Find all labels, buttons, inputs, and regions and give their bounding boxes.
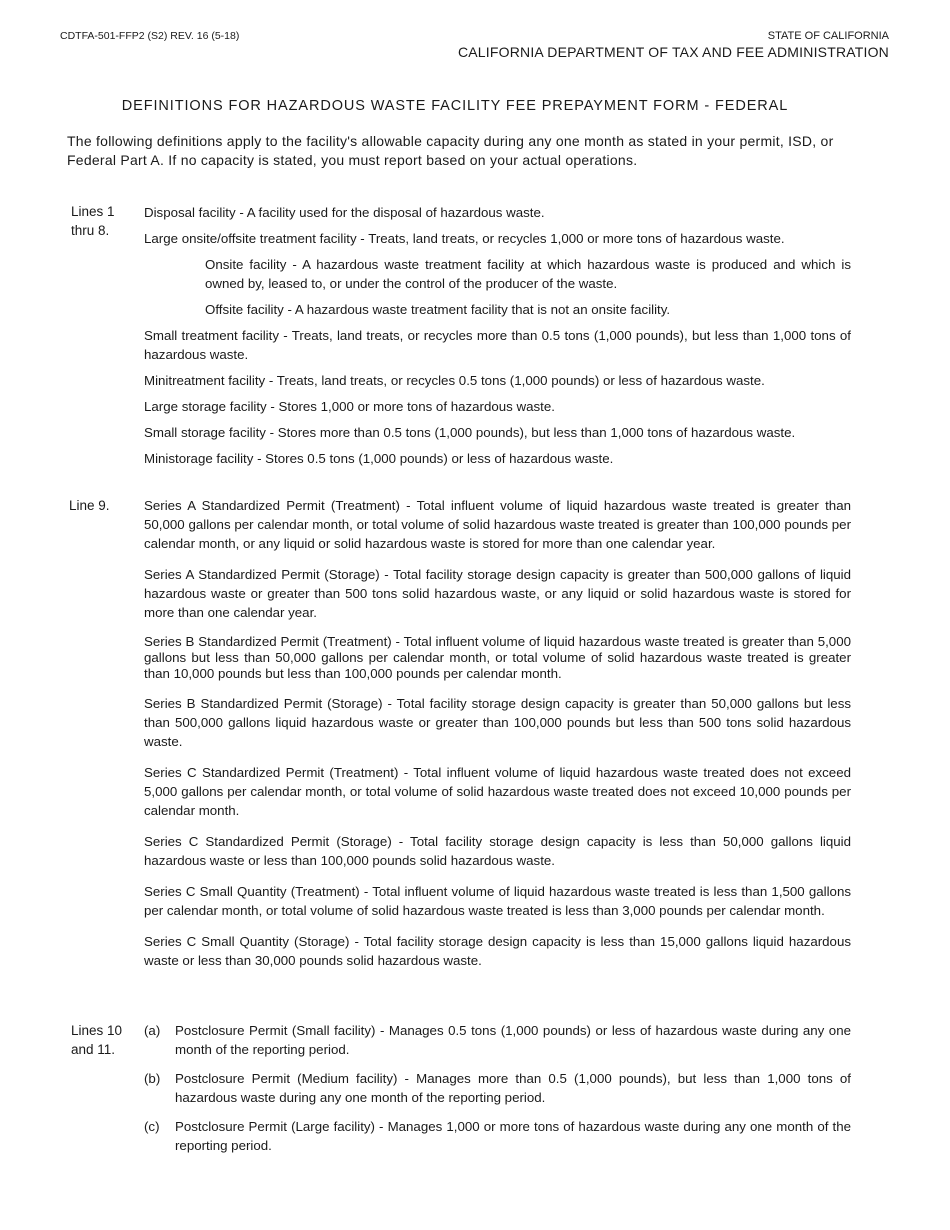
section-body-lines-1-8 — [144, 203, 851, 475]
definition-series-c-small-treatment: Series C Small Quantity (Treatment) - Total influent volume of liquid hazardous waste treated is less than 1,500 gallons per calendar month, or total volume of solid hazardous waste treated is less than 3,000 pounds per calendar month. — [144, 884, 851, 918]
definition-disposal-facility: Disposal facility - A facility used for the disposal of hazardous waste. — [144, 205, 545, 220]
state-name: STATE OF CALIFORNIA — [767, 30, 889, 42]
definition-ministorage-facility: Ministorage facility - Stores 0.5 tons (1,000 pounds) or less of hazardous waste. — [144, 451, 614, 466]
definition-series-a-treatment: Series A Standardized Permit (Treatment) - Total influent volume of liquid hazardous waste treated is greater than 50,000 gallons per calendar month, or total volume of solid hazardous waste treated is greater than 100,000 pounds per calendar month, or any liquid or solid hazardous waste is stored for more than one calendar year. — [144, 498, 851, 551]
list-item-postclosure-small — [144, 1021, 851, 1059]
definition-series-c-storage: Series C Standardized Permit (Storage) - Total facility storage design capacity is less than 50,000 gallons liquid hazardous waste or less than 100,000 pounds solid hazardous waste. — [144, 834, 851, 868]
list-item-postclosure-large — [144, 1117, 851, 1155]
agency-name: CALIFORNIA DEPARTMENT OF TAX AND FEE ADMINISTRATION — [457, 44, 889, 60]
definition-onsite-facility: Onsite facility - A hazardous waste treatment facility at which hazardous waste is produced and which is owned by, leased to, or under the control of the producer of the waste. — [205, 257, 851, 291]
form-id: CDTFA-501-FFP2 (S2) REV. 16 (5-18) — [60, 30, 240, 42]
definition-series-c-treatment: Series C Standardized Permit (Treatment) - Total influent volume of liquid hazardous waste treated does not exceed 5,000 gallons per calendar month, or total volume of solid hazardous waste treated does not exceed 10,000 pounds per calendar month. — [144, 765, 851, 818]
section-label-line: Lines 10 — [71, 1023, 123, 1038]
definition-minitreatment-facility: Minitreatment facility - Treats, land treats, or recycles 0.5 tons (1,000 pounds) or less of hazardous waste. — [144, 373, 765, 388]
definition-large-treatment-facility: Large onsite/offsite treatment facility - Treats, land treats, or recycles 1,000 or more tons of hazardous waste. — [144, 231, 785, 246]
section-label-lines-1-8 — [71, 202, 115, 240]
section-label-line: and 11. — [71, 1042, 116, 1057]
list-text: Postclosure Permit (Small facility) - Manages 0.5 tons (1,000 pounds) or less of hazardous waste during any one month of the reporting period. — [175, 1023, 851, 1057]
section-body-lines-10-11 — [144, 1021, 851, 1165]
definition-offsite-facility: Offsite facility - A hazardous waste treatment facility that is not an onsite facility. — [205, 302, 671, 317]
section-label-line: Lines 1 — [71, 204, 115, 219]
section-label-line: Line 9. — [69, 498, 110, 513]
list-marker: (c) — [144, 1119, 160, 1134]
page-title: DEFINITIONS FOR HAZARDOUS WASTE FACILITY FEE PREPAYMENT FORM - FEDERAL — [121, 98, 789, 114]
section-label-line-9 — [69, 496, 110, 515]
section-label-lines-10-11 — [71, 1021, 122, 1059]
list-item-postclosure-medium — [144, 1069, 851, 1107]
definition-series-a-storage: Series A Standardized Permit (Storage) - Total facility storage design capacity is greater than 500,000 gallons of liquid hazardous waste or greater than 500 tons solid hazardous waste, or any liquid or solid hazardous waste is stored for more than one calendar year. — [144, 567, 851, 620]
list-marker: (a) — [144, 1023, 161, 1038]
definition-large-storage-facility: Large storage facility - Stores 1,000 or more tons of hazardous waste. — [144, 399, 555, 414]
section-body-line-9 — [144, 496, 851, 982]
list-marker: (b) — [144, 1071, 161, 1086]
section-label-line: thru 8. — [71, 223, 110, 238]
intro-paragraph: The following definitions apply to the facility's allowable capacity during any one month as stated in your permit, ISD, or Federal Part A. If no capacity is stated, you must report based on your actual operations. — [67, 133, 834, 168]
list-text: Postclosure Permit (Large facility) - Manages 1,000 or more tons of hazardous waste during any one month of the reporting period. — [175, 1119, 851, 1153]
definition-series-b-storage: Series B Standardized Permit (Storage) - Total facility storage design capacity is greater than 50,000 gallons but less than 500,000 gallons liquid hazardous waste or greater than 100,000 pounds but less than 500 tons solid hazardous waste. — [144, 696, 851, 749]
definition-small-treatment-facility: Small treatment facility - Treats, land treats, or recycles more than 0.5 tons (1,000 pounds), but less than 1,000 tons of hazardous waste. — [144, 328, 851, 362]
definition-series-b-treatment: Series B Standardized Permit (Treatment) - Total influent volume of liquid hazardous waste treated is greater than 5,000 gallons but less than 50,000 gallons per calendar month, or total volume of solid hazardous waste treated is greater than 10,000 pounds but less than 100,000 pounds per calendar month. — [144, 634, 851, 681]
list-text: Postclosure Permit (Medium facility) - Manages more than 0.5 (1,000 pounds), but less than 1,000 tons of hazardous waste during any one month of the reporting period. — [175, 1071, 851, 1105]
definition-series-c-small-storage: Series C Small Quantity (Storage) - Total facility storage design capacity is less than 15,000 gallons liquid hazardous waste or less than 30,000 pounds solid hazardous waste. — [144, 934, 851, 968]
definition-small-storage-facility: Small storage facility - Stores more than 0.5 tons (1,000 pounds), but less than 1,000 tons of hazardous waste. — [144, 425, 796, 440]
